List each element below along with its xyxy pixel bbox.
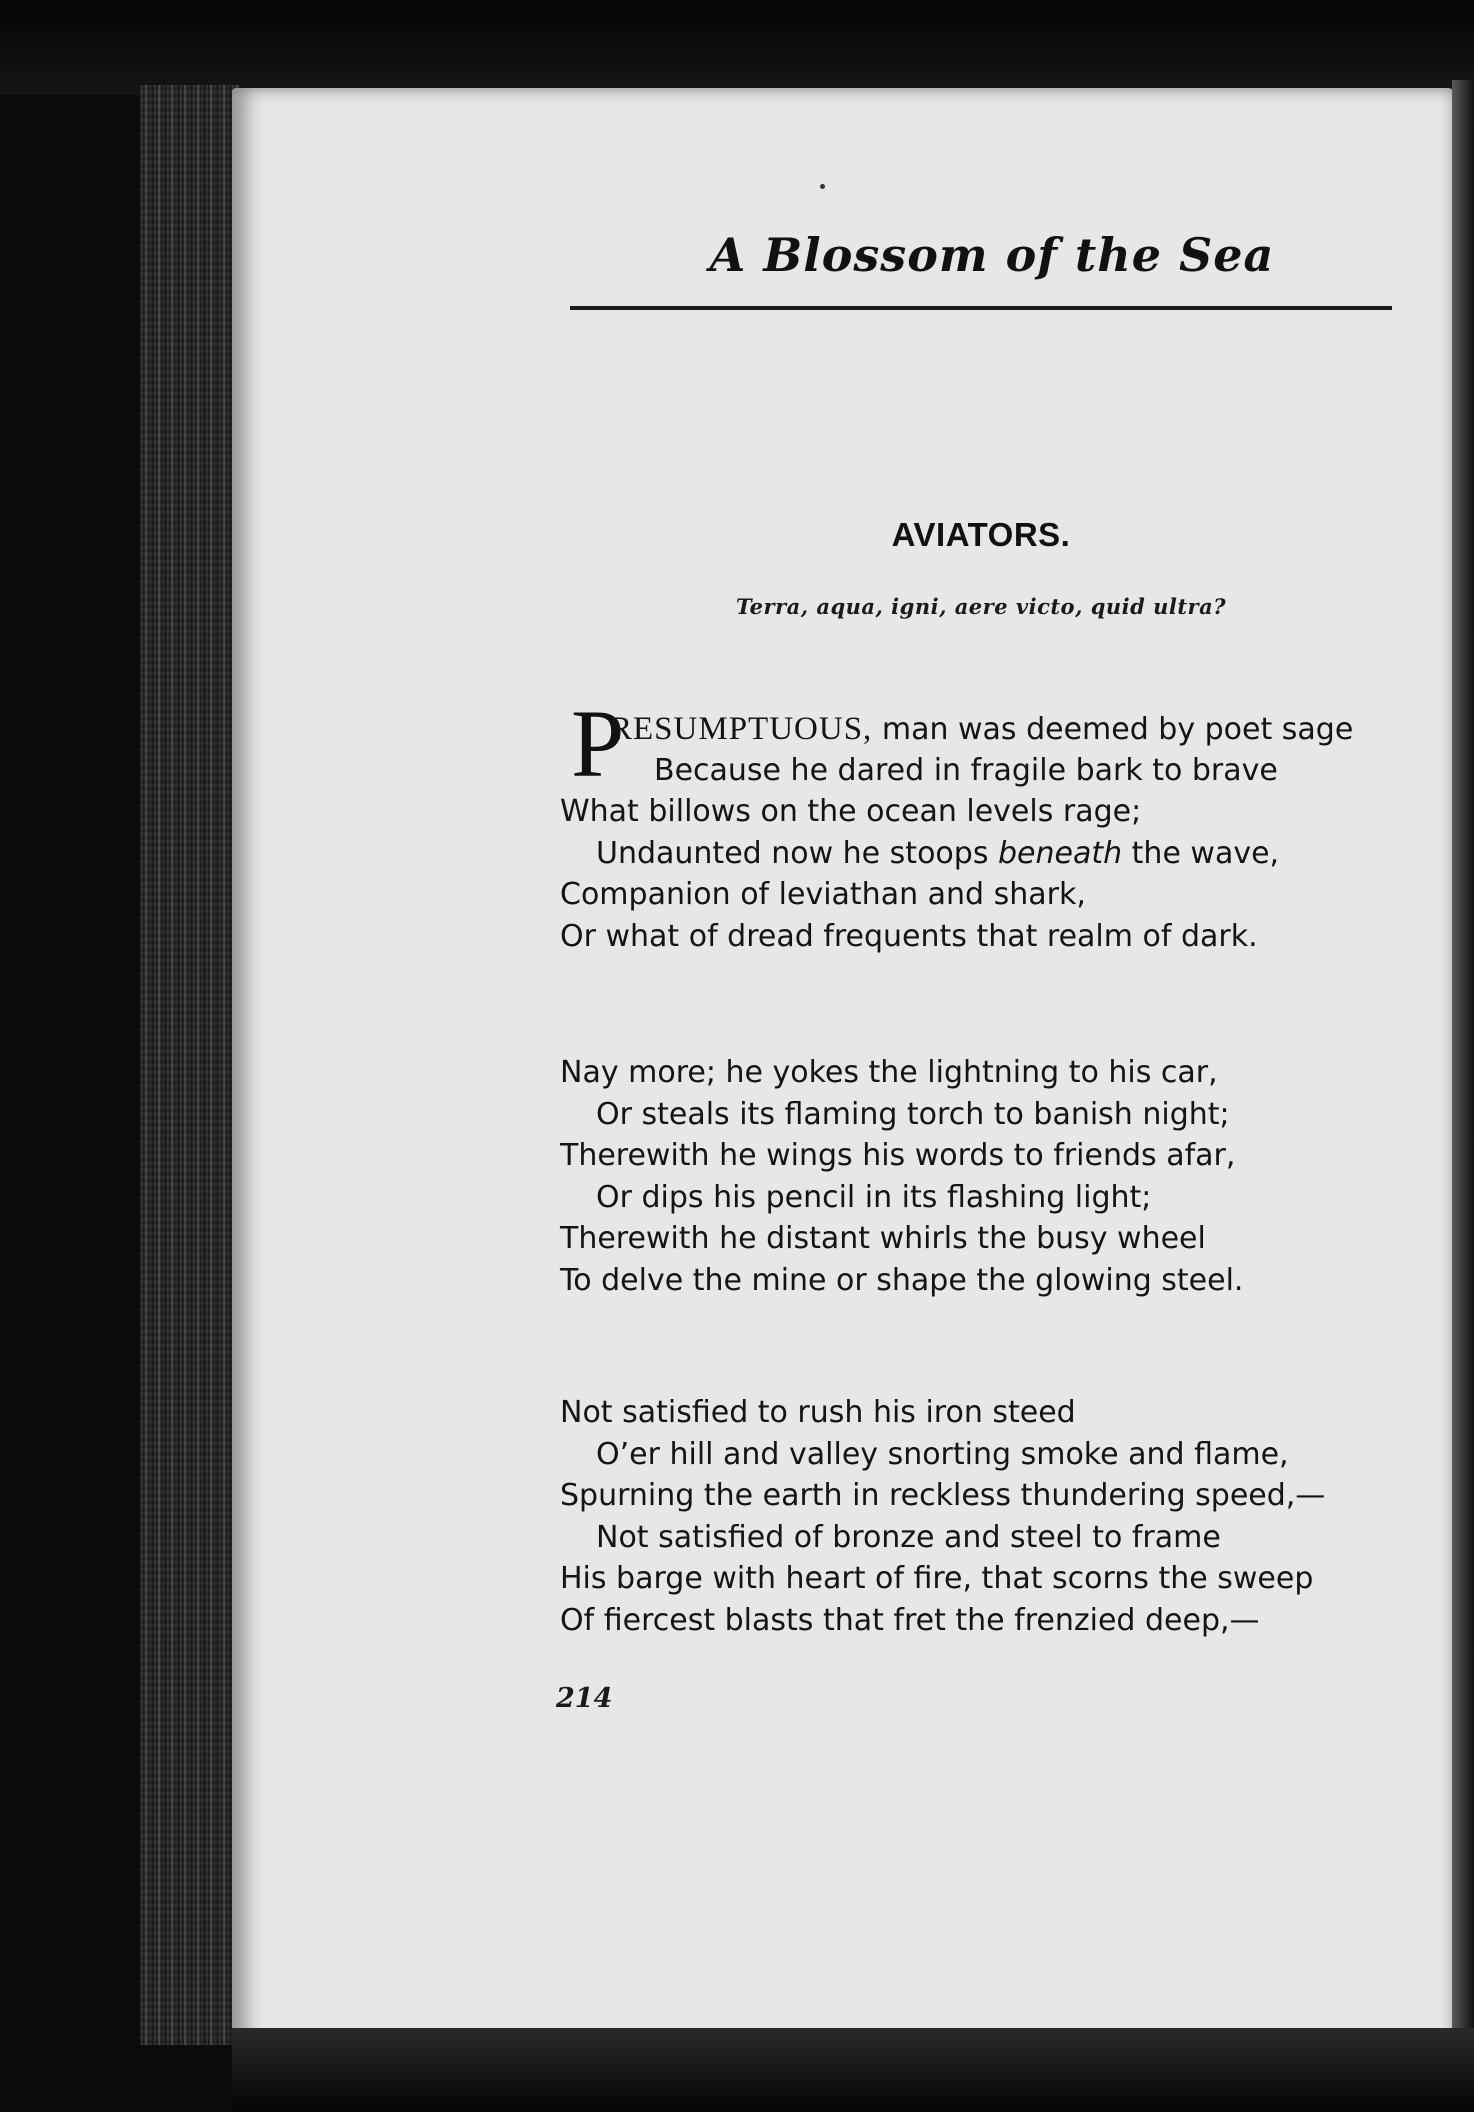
stanza-line: Of fiercest blasts that fret the frenzied deep,— <box>560 1602 1260 1638</box>
epigraph: Terra, aqua, igni, aere victo, quid ultra? <box>735 594 1227 619</box>
stanza-1-line-0-spacer <box>560 708 1440 750</box>
stanza-line: To delve the mine or shape the glowing steel. <box>560 1262 1244 1298</box>
running-head: A Blossom of the Sea <box>709 228 1275 282</box>
scan-right-edge <box>1452 80 1474 2050</box>
scan-background-top <box>0 0 1474 95</box>
stanza-line: Therewith he distant whirls the busy wheel <box>560 1221 1206 1256</box>
stanza-line-tail: the wave, <box>1122 835 1280 871</box>
stanza-line: Not satisfied to rush his iron steed <box>560 1395 1076 1430</box>
stanza-line-text: Undaunted now he stoops <box>596 835 998 871</box>
poem-title: AVIATORS. <box>891 516 1071 553</box>
header-rule <box>570 306 1392 310</box>
page-number: 214 <box>556 1683 613 1714</box>
stanza-line: Or steals its flaming torch to banish night; <box>596 1096 1230 1132</box>
emphasis-word: beneath <box>997 835 1123 871</box>
stanza-line: Spurning the earth in reckless thundering speed,— <box>560 1478 1326 1513</box>
stanza-line: Or what of dread frequents that realm of dark. <box>560 918 1258 954</box>
ink-speck <box>820 184 825 189</box>
stanza-line: Because he dared in fragile bark to brave <box>654 752 1278 788</box>
first-word-caps: RESUMPTUOUS, <box>610 711 873 747</box>
stanza-line: Nay more; he yokes the lightning to his car, <box>560 1055 1218 1090</box>
drop-cap: P <box>571 690 625 797</box>
stanza-line <box>560 833 1440 875</box>
scan-background-bottom <box>232 2028 1474 2112</box>
stanza-line: Or dips his pencil in its flashing light; <box>596 1179 1152 1215</box>
stanza-line: Not satisfied of bronze and steel to frame <box>596 1519 1221 1555</box>
stanza-line: What billows on the ocean levels rage; <box>560 794 1142 829</box>
stanza-line: O’er hill and valley snorting smoke and flame, <box>596 1436 1289 1472</box>
stanza-line: Therewith he wings his words to friends afar, <box>560 1138 1236 1173</box>
stanza-line: Companion of leviathan and shark, <box>560 877 1086 912</box>
first-line-text: man was deemed by poet sage <box>872 712 1354 747</box>
stanza-line: His barge with heart of fire, that scorns the sweep <box>560 1561 1314 1596</box>
book-page-edges <box>140 85 240 2045</box>
stanza-3 <box>560 1392 1440 1641</box>
stanza-1 <box>560 708 1440 957</box>
stanza-2 <box>560 1052 1440 1301</box>
